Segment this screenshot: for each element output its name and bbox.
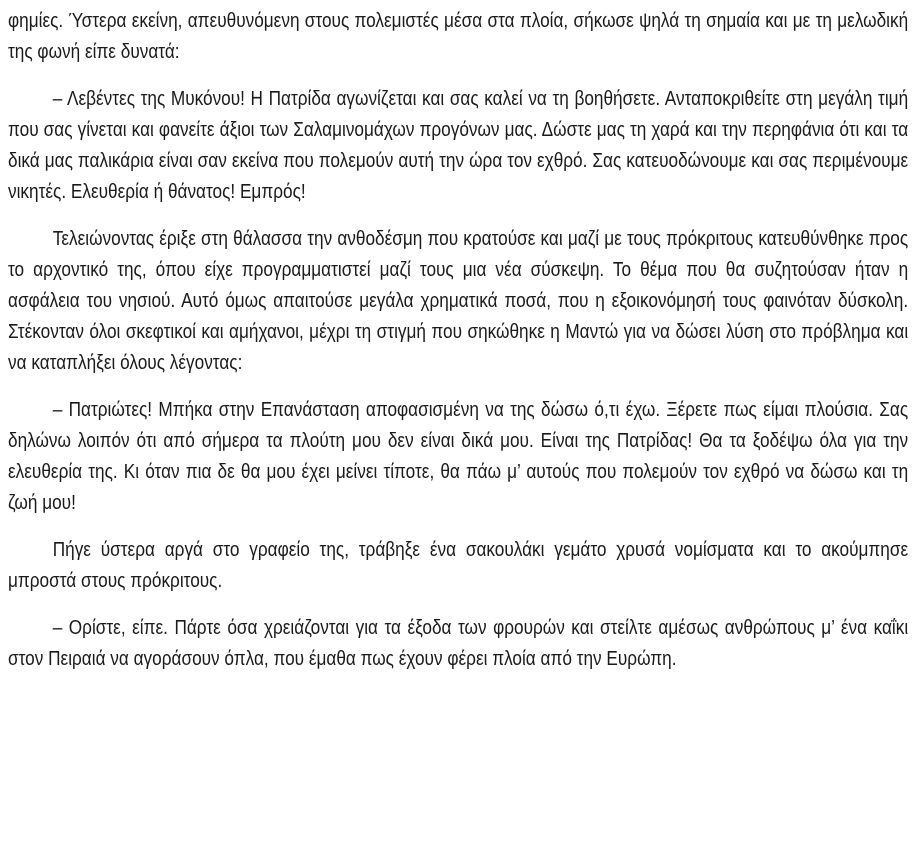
paragraph-narration-coins: Πήγε ύστερα αργά στο γραφείο της, τράβηξε ένα σακουλάκι γεμάτο χρυσά νομίσματα και το ακούμπησε μπροστά στους πρόκριτους. [8, 539, 909, 592]
paragraph-dialogue-patriots: – Πατριώτες! Μπήκα στην Επανάσταση αποφασισμένη να της δώσω ό,τι έχω. Ξέρετε πως είμαι πλούσια. Σας δηλώνω λοιπόν ότι από σήμερα τα πλούτη μου δεν είναι δικά μου. Είναι της Πατρίδας! Θα τα ξοδέψω όλα για την ελευθερία της. Κι όταν πια δε θα μου έχει μείνει τίποτε, θα πάω μ’ αυτούς που πολεμούν τον εχθρό να δώσω και τη ζωή μου! [8, 399, 909, 514]
paragraph-dialogue-mykonos: – Λεβέντες της Μυκόνου! Η Πατρίδα αγωνίζεται και σας καλεί να τη βοηθήσετε. Ανταποκριθείτε στη μεγάλη τιμή που σας γίνεται και φανείτε άξιοι των Σαλαμινομάχων προγόνων μας. Δώστε μας τη χαρά και την περηφάνια ότι και τα δικά μας παλικάρια είναι σαν εκείνα που πολεμούν αυτή την ώρα τον εχθρό. Σας κατευοδώνουμε και σας περιμένουμε νικητές. Ελευθερία ή θάνατος! Εμπρός! [8, 88, 909, 203]
paragraph-continuation: φημίες. Ύστερα εκείνη, απευθυνόμενη στους πολεμιστές μέσα στα πλοία, σήκωσε ψηλά τη σημαία και με τη μελωδική της φωνή είπε δυνατά: [8, 10, 909, 63]
paragraph-dialogue-orders: – Ορίστε, είπε. Πάρτε όσα χρειάζονται για τα έξοδα των φρουρών και στείλτε αμέσως ανθρώπους μ’ ένα καΐκι στον Πειραιά να αγοράσουν όπλα, που έμαθα πως έχουν φέρει πλοία από την Ευρώπη. [8, 617, 909, 670]
paragraph-narration-meeting: Τελειώνοντας έριξε στη θάλασσα την ανθοδέσμη που κρατούσε και μαζί με τους πρόκριτους κατευθύνθηκε προς το αρχοντικό της, όπου είχε προγραμματιστεί μαζί τους μια νέα σύσκεψη. Το θέμα που θα συζητούσαν ήταν η ασφάλεια του νησιού. Αυτό όμως απαιτούσε μεγάλα χρηματικά ποσά, που η εξοικονόμησή τους φαινόταν δύσκολη. Στέκονταν όλοι σκεφτικοί και αμήχανοι, μέχρι τη στιγμή που σηκώθηκε η Μαντώ για να δώσει λύση στο πρόβλημα και να καταπλήξει όλους λέγοντας: [8, 228, 909, 374]
